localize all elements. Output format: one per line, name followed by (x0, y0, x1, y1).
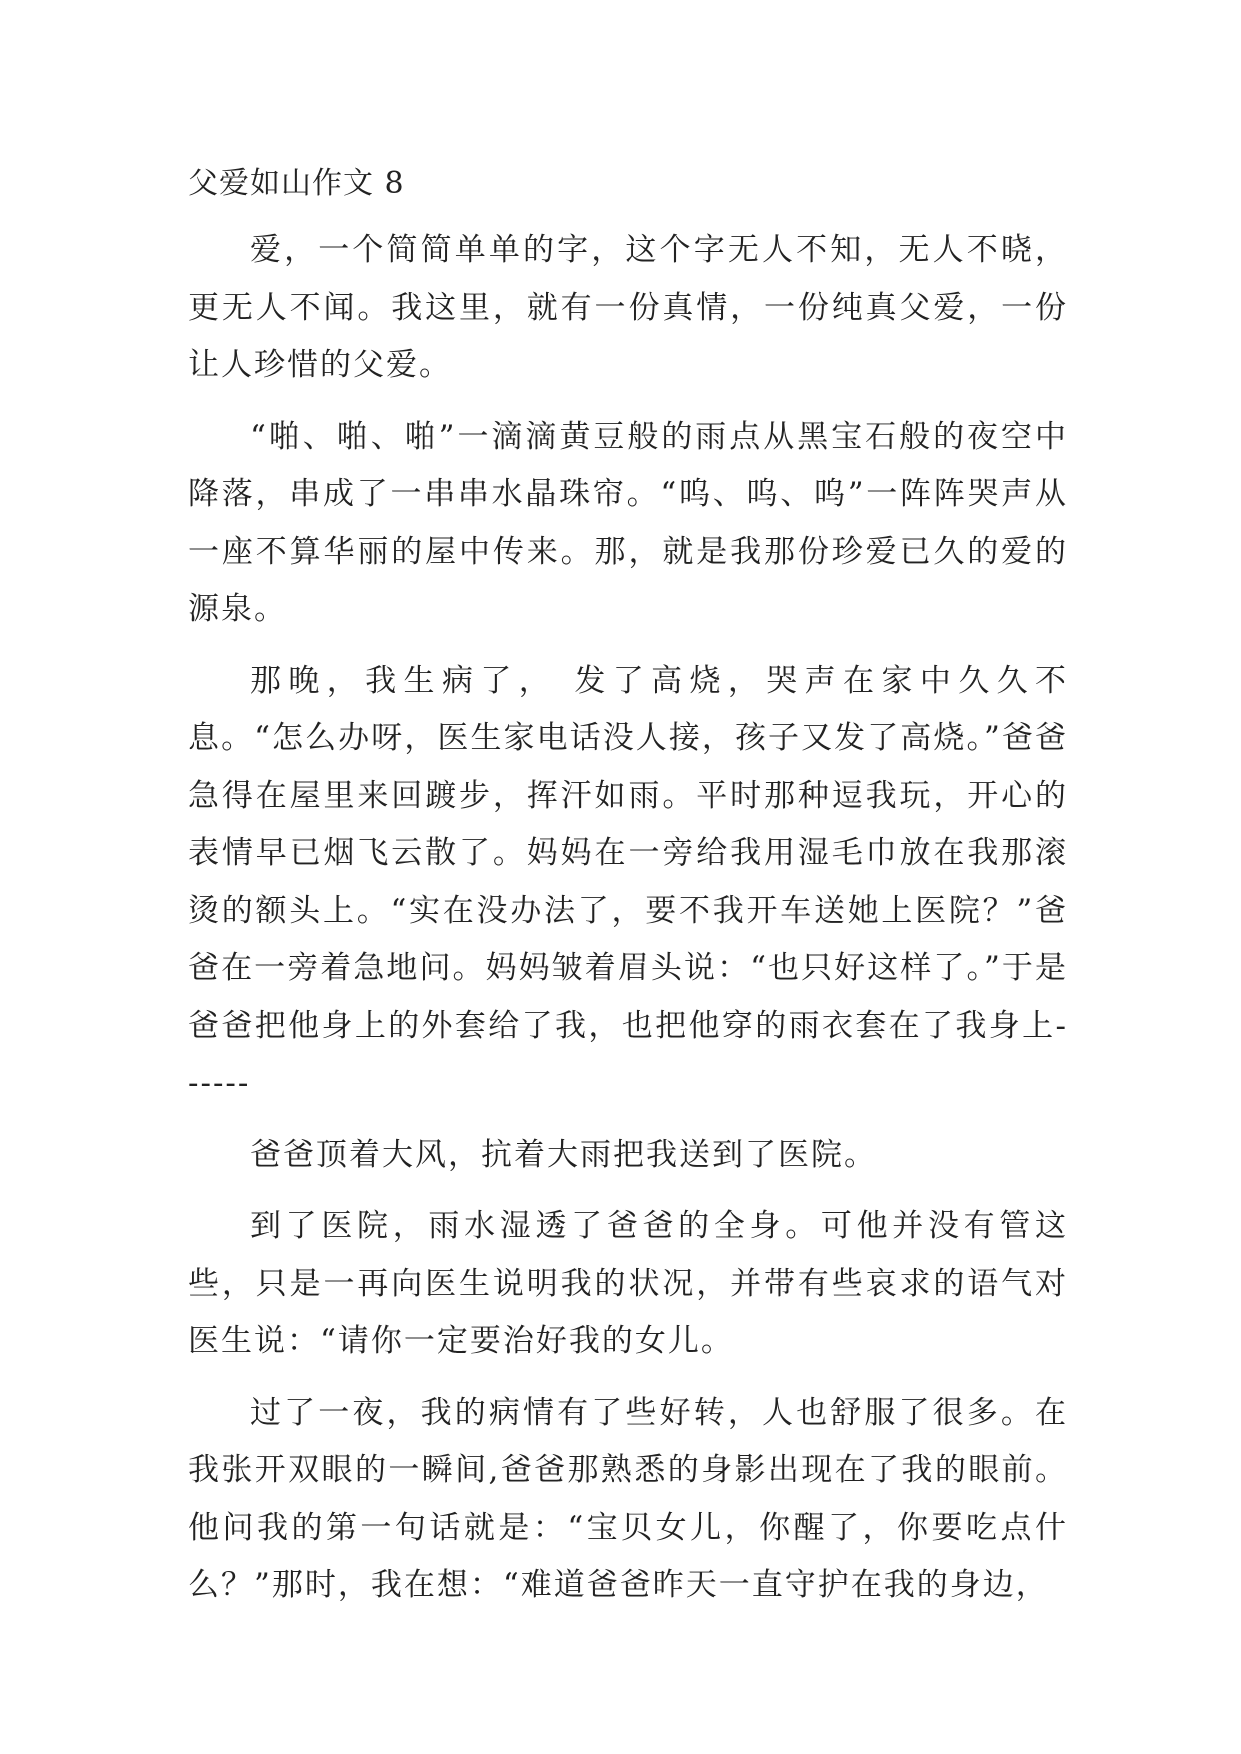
paragraph-6: 过了一夜，我的病情有了些好转，人也舒服了很多。在我张开双眼的一瞬间,爸爸那熟悉的身影出现在了我的眼前。他问我的第一句话就是：“宝贝女儿，你醒了，你要吃点什么？”那时，我在想：“难道爸爸昨天一直守护在我的身边， (188, 1394, 1068, 1603)
paragraph-1: 爱，一个简简单单的字，这个字无人不知，无人不晓，更无人不闻。我这里，就有一份真情，一份纯真父爱，一份让人珍惜的父爱。 (188, 232, 1068, 383)
paragraph-3: 那晚，我生病了， 发了高烧，哭声在家中久久不息。“怎么办呀，医生家电话没人接，孩子又发了高烧。”爸爸急得在屋里来回踱步，挥汗如雨。平时那种逗我玩，开心的表情早已烟飞云散了。妈妈在一旁给我用湿毛巾放在我那滚烫的额头上。“实在没办法了，要不我开车送她上医院？”爸爸在一旁着急地问。妈妈皱着眉头说：“也只好这样了。”于是爸爸把他身上的外套给了我，也把他穿的雨衣套在了我身上------ (188, 662, 1068, 1101)
paragraph-4: 爸爸顶着大风，抗着大雨把我送到了医院。 (250, 1136, 877, 1173)
paragraph-2: “啪、啪、啪”一滴滴黄豆般的雨点从黑宝石般的夜空中降落，串成了一串串水晶珠帘。“呜、呜、呜”一阵阵哭声从一座不算华丽的屋中传来。那，就是我那份珍爱已久的爱的源泉。 (188, 418, 1068, 627)
essay-title: 父爱如山作文 8 (188, 166, 405, 201)
document-body (188, 162, 1068, 1629)
paragraph-5: 到了医院，雨水湿透了爸爸的全身。可他并没有管这些，只是一再向医生说明我的状况，并带有些哀求的语气对医生说：“请你一定要治好我的女儿。 (188, 1208, 1068, 1359)
